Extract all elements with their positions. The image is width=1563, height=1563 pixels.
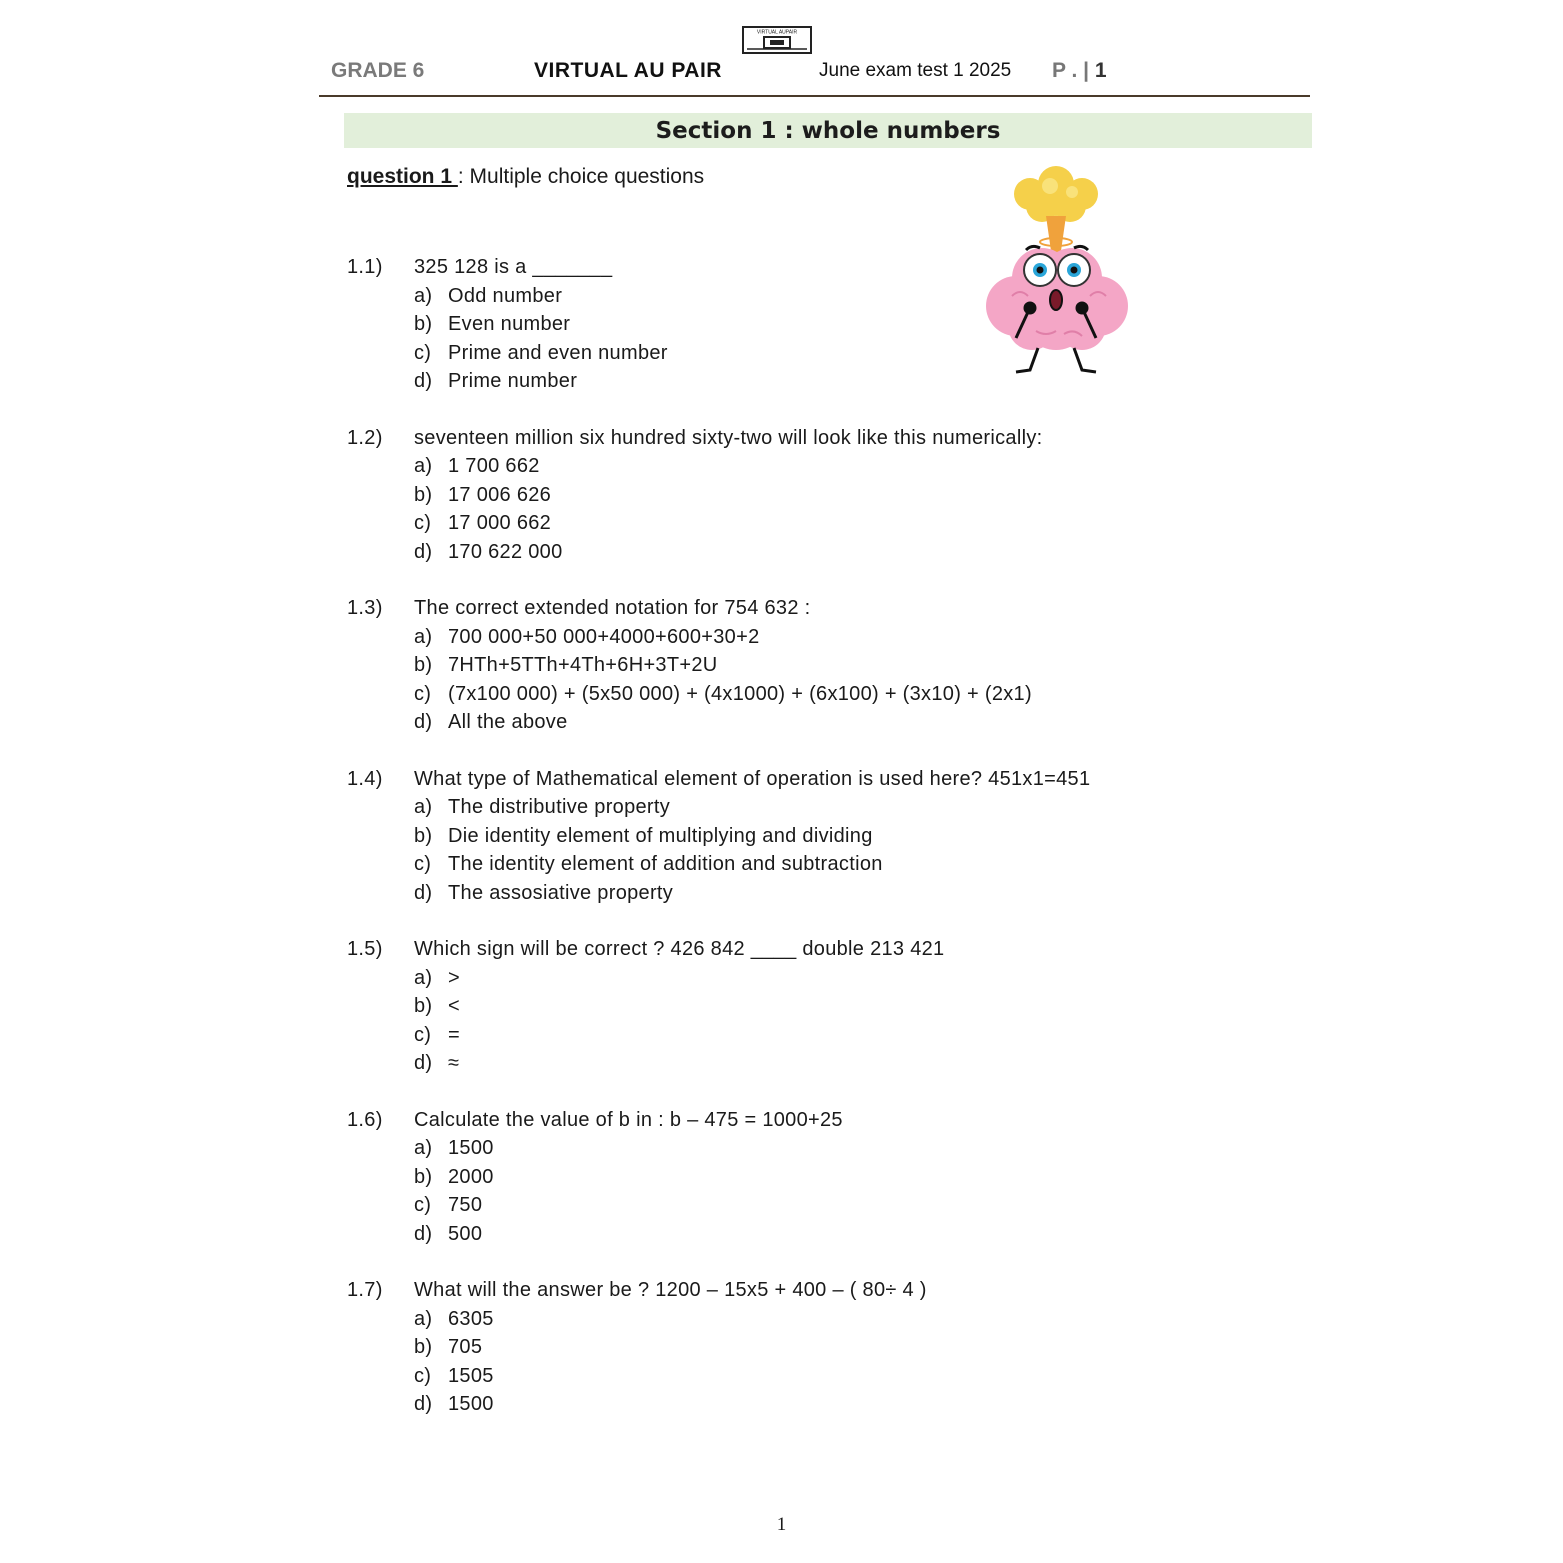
option-letter: b) — [414, 1165, 433, 1188]
answer-options — [414, 1305, 1307, 1419]
option-text: 1500 — [448, 1393, 494, 1415]
answer-option — [414, 822, 1307, 851]
answer-option — [414, 1305, 1307, 1334]
option-text: 700 000+50 000+4000+600+30+2 — [448, 625, 760, 648]
option-text: (7x100 000) + (5x50 000) + (4x1000) + (6x100) + (3x10) + (2x1) — [448, 682, 1032, 705]
question-item — [347, 1106, 1307, 1249]
option-letter: a) — [414, 1307, 433, 1330]
option-letter: d) — [414, 1222, 433, 1245]
question-stem — [347, 765, 1307, 794]
option-letter: c) — [414, 512, 432, 534]
question-stem — [347, 935, 1307, 964]
answer-options — [414, 964, 1307, 1078]
question-number: 1.2) — [347, 426, 383, 449]
answer-option — [414, 1049, 1307, 1078]
answer-option — [414, 452, 1307, 481]
answer-option — [414, 1333, 1307, 1362]
page-indicator-number: 1 — [1094, 59, 1107, 82]
question-number: 1.6) — [347, 1108, 383, 1131]
option-letter: a) — [414, 966, 433, 989]
option-text: 7HTh+5TTh+4Th+6H+3T+2U — [448, 654, 718, 676]
question-item — [347, 424, 1307, 567]
question-number: 1.3) — [347, 597, 383, 619]
option-letter: b) — [414, 313, 433, 335]
option-letter: d) — [414, 540, 433, 563]
option-letter: c) — [414, 341, 432, 364]
option-text: 750 — [448, 1194, 483, 1216]
option-letter: a) — [414, 625, 433, 648]
answer-option — [414, 282, 1307, 311]
grade-label: GRADE 6 — [331, 59, 425, 82]
answer-option — [414, 708, 1307, 737]
option-letter: c) — [414, 1194, 432, 1216]
question-text: Which sign will be correct ? 426 842 ____ double 213 421 — [414, 938, 945, 960]
answer-options — [414, 623, 1307, 737]
answer-option — [414, 680, 1307, 709]
option-letter: d) — [414, 711, 433, 733]
answer-option — [414, 1390, 1307, 1419]
option-letter: d) — [414, 1393, 433, 1415]
answer-option — [414, 1163, 1307, 1192]
option-text: 1 700 662 — [448, 455, 540, 477]
answer-option — [414, 310, 1307, 339]
option-text: 17 000 662 — [448, 512, 552, 534]
option-letter: a) — [414, 284, 433, 307]
option-letter: b) — [414, 1336, 433, 1358]
answer-option — [414, 538, 1307, 567]
option-text: All the above — [448, 711, 568, 733]
answer-option — [414, 339, 1307, 368]
virtual-au-pair-logo — [742, 26, 812, 54]
option-text: The distributive property — [448, 796, 671, 818]
answer-option — [414, 1362, 1307, 1391]
question-stem — [347, 1106, 1307, 1135]
answer-option — [414, 1021, 1307, 1050]
question-item — [347, 594, 1307, 737]
answer-option — [414, 793, 1307, 822]
answer-option — [414, 879, 1307, 908]
option-letter: b) — [414, 483, 433, 506]
answer-option — [414, 992, 1307, 1021]
option-text: 1500 — [448, 1137, 494, 1159]
option-letter: a) — [414, 455, 433, 477]
option-text: Prime number — [448, 370, 578, 392]
question-stem — [347, 424, 1307, 453]
answer-option — [414, 367, 1307, 396]
svg-text:VIRTUAL AUPAIR: VIRTUAL AUPAIR — [756, 29, 798, 36]
question-text: What type of Mathematical element of operation is used here? 451x1=451 — [414, 767, 1091, 790]
option-letter: b) — [414, 824, 433, 847]
answer-option — [414, 651, 1307, 680]
option-text: 705 — [448, 1336, 483, 1358]
option-text: 500 — [448, 1222, 483, 1245]
answer-option — [414, 509, 1307, 538]
question-item — [347, 765, 1307, 908]
question-item — [347, 935, 1307, 1078]
question-description: : Multiple choice questions — [457, 165, 705, 188]
option-letter: d) — [414, 1052, 433, 1074]
question-text: The correct extended notation for 754 632 : — [414, 597, 811, 619]
option-letter: c) — [414, 1364, 432, 1387]
option-text: Prime and even number — [448, 341, 668, 364]
answer-options — [414, 1134, 1307, 1248]
option-text: > — [448, 966, 460, 989]
option-letter: c) — [414, 682, 432, 705]
option-letter: d) — [414, 370, 433, 392]
question-number: 1.5) — [347, 938, 383, 960]
section-banner — [344, 113, 1312, 148]
question-stem — [347, 253, 1307, 282]
question-heading — [347, 163, 704, 191]
answer-option — [414, 850, 1307, 879]
answer-option — [414, 1220, 1307, 1249]
option-text: < — [448, 995, 460, 1017]
question-stem — [347, 1276, 1307, 1305]
answer-option — [414, 964, 1307, 993]
question-stem — [347, 594, 1307, 623]
answer-options — [414, 282, 1307, 396]
question-label: question 1 — [347, 165, 458, 188]
question-text: Calculate the value of b in : b – 475 = 1000+25 — [414, 1108, 843, 1131]
answer-option — [414, 1134, 1307, 1163]
page-prefix: P . | — [1052, 59, 1090, 82]
question-text: seventeen million six hundred sixty-two will look like this numerically: — [414, 426, 1043, 449]
option-letter: a) — [414, 796, 433, 818]
question-number: 1.7) — [347, 1279, 383, 1301]
option-letter: c) — [414, 1023, 432, 1046]
question-text: What will the answer be ? 1200 – 15x5 + 400 – ( 80÷ 4 ) — [414, 1279, 927, 1301]
option-text: 1505 — [448, 1364, 494, 1387]
option-letter: a) — [414, 1137, 433, 1159]
option-text: ≈ — [448, 1052, 460, 1074]
option-text: 170 622 000 — [448, 540, 563, 563]
page-number-footer: 1 — [776, 1514, 787, 1535]
option-letter: c) — [414, 853, 432, 875]
question-item — [347, 253, 1307, 396]
option-text: The assosiative property — [448, 881, 674, 904]
answer-option — [414, 623, 1307, 652]
answer-option — [414, 481, 1307, 510]
option-letter: b) — [414, 654, 433, 676]
answer-option — [414, 1191, 1307, 1220]
question-number: 1.1) — [347, 256, 383, 278]
question-item — [347, 1276, 1307, 1419]
option-text: 6305 — [448, 1307, 494, 1330]
question-text: 325 128 is a _______ — [414, 256, 613, 278]
option-text: The identity element of addition and subtraction — [448, 853, 883, 875]
section-title: Section 1 : whole numbers — [655, 117, 1001, 144]
option-text: Even number — [448, 313, 571, 335]
option-letter: b) — [414, 995, 433, 1017]
header-divider — [319, 95, 1310, 97]
option-text: 2000 — [448, 1165, 494, 1188]
question-number: 1.4) — [347, 767, 383, 790]
option-text: 17 006 626 — [448, 483, 552, 506]
brand-name: VIRTUAL AU PAIR — [534, 59, 722, 82]
answer-options — [414, 793, 1307, 907]
question-list — [347, 253, 1307, 1447]
option-letter: d) — [414, 881, 433, 904]
option-text: = — [448, 1023, 460, 1046]
option-text: Die identity element of multiplying and dividing — [448, 824, 873, 847]
option-text: Odd number — [448, 284, 563, 307]
answer-options — [414, 452, 1307, 566]
exam-title: June exam test 1 2025 — [819, 60, 1012, 81]
page-indicator — [1052, 58, 1107, 84]
